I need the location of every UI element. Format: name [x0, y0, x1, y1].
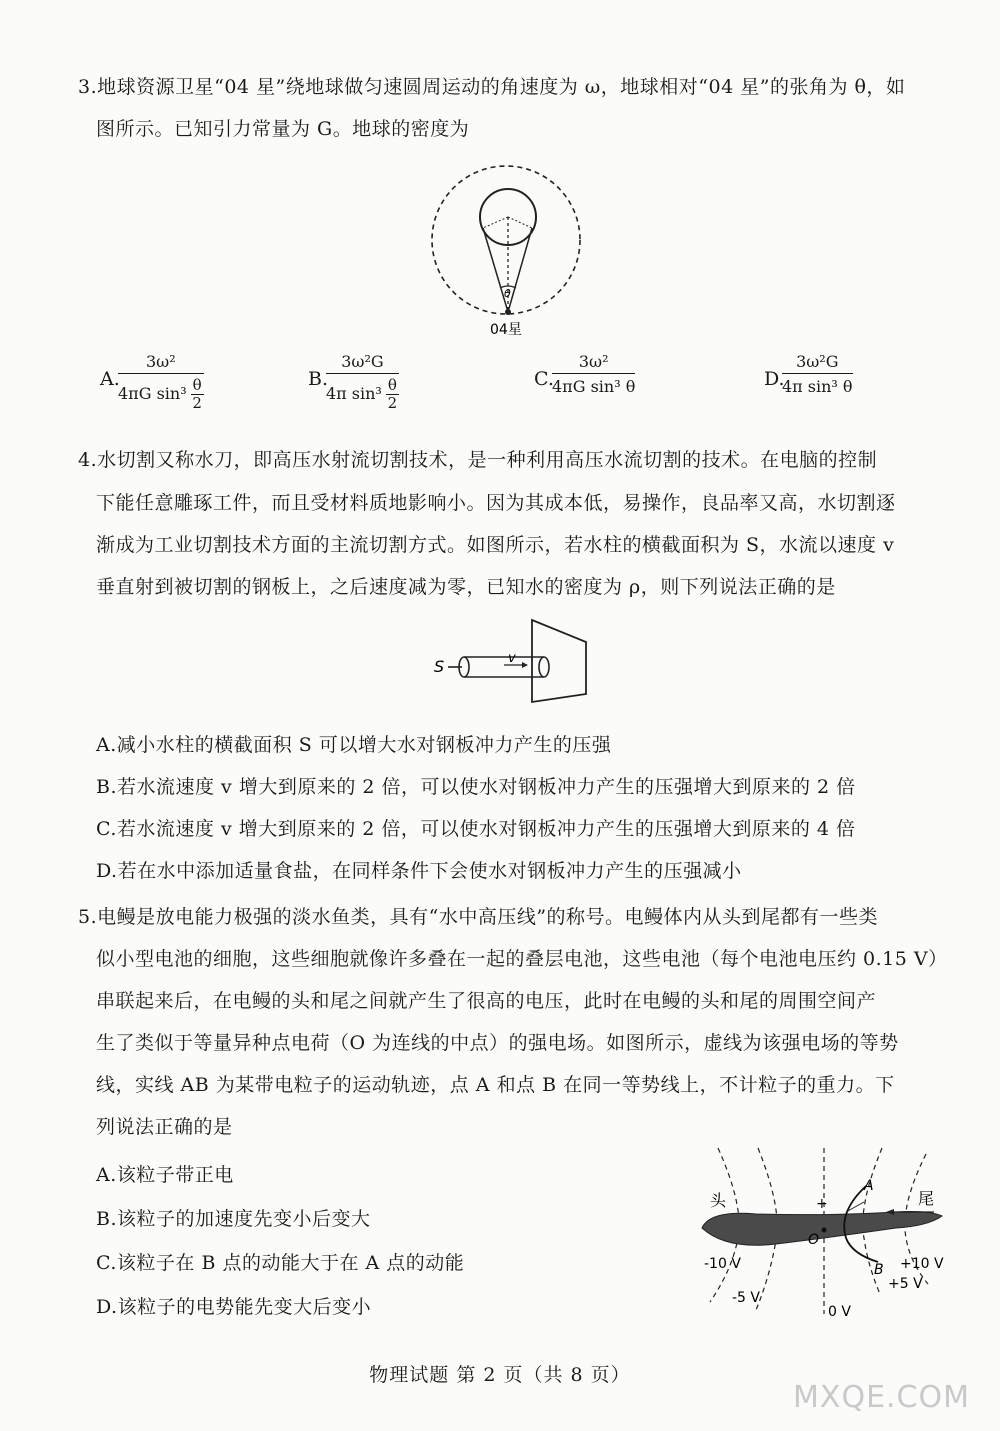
- q5-option-d[interactable]: D.该粒子的电势能先变大后变小: [96, 1296, 372, 1318]
- q5-option-c[interactable]: C.该粒子在 B 点的动能大于在 A 点的动能: [96, 1252, 465, 1274]
- q3-line-2: 图所示。已知引力常量为 G。地球的密度为: [96, 118, 470, 140]
- o-label: O: [808, 1232, 820, 1248]
- label-minus10v: -10 V: [704, 1256, 741, 1272]
- label-zero-v: 0 V: [828, 1304, 851, 1320]
- velocity-label: v: [508, 651, 516, 666]
- satellite-label: 04星: [490, 322, 522, 338]
- angle-label: θ: [504, 287, 511, 300]
- option-fraction: 3ω² 4πG sin³ $\frac{\theta}{2}$: [118, 352, 202, 412]
- q4-line-2: 下能任意雕琢工件，而且受材料质地影响小。因为其成本低，易操作，良品率又高，水切割逐: [96, 492, 896, 514]
- q4-line-4: 垂直射到被切割的钢板上，之后速度减为零，已知水的密度为 ρ，则下列说法正确的是: [96, 576, 836, 598]
- q4-option-a[interactable]: A.减小水柱的横截面积 S 可以增大水对钢板冲力产生的压强: [96, 734, 612, 756]
- q4-option-b[interactable]: B.若水流速度 v 增大到原来的 2 倍，可以使水对钢板冲力产生的压强增大到原来的 2 倍: [96, 776, 856, 798]
- label-plus10v: +10 V: [900, 1256, 944, 1272]
- q5-option-a[interactable]: A.该粒子带正电: [96, 1164, 234, 1186]
- q4-water-jet-figure: [428, 614, 608, 704]
- page-footer: 物理试题 第 2 页（共 8 页）: [369, 1364, 631, 1386]
- watermark-text: MXQE.COM: [793, 1380, 970, 1415]
- q4-option-c[interactable]: C.若水流速度 v 增大到原来的 2 倍，可以使水对钢板冲力产生的压强增大到原来的 4 倍: [96, 818, 856, 840]
- label-plus5v: +5 V: [888, 1276, 923, 1292]
- head-label: 头: [710, 1191, 727, 1210]
- satellite-dot: [505, 309, 511, 315]
- option-fraction: $\frac{\text{3ω²}}{\text{4πG sin³ θ}}$: [552, 352, 636, 396]
- q5-line-3: 串联起来后，在电鳗的头和尾之间就产生了很高的电压，此时在电鳗的头和尾的周围空间产: [96, 990, 877, 1012]
- a-label: A: [864, 1178, 874, 1194]
- eel-body: [702, 1212, 942, 1246]
- q4-line-1: 4.水切割又称水刀，即高压水射流切割技术，是一种利用高压水流切割的技术。在电脑的控制: [78, 449, 878, 471]
- option-fraction: $\frac{\text{3ω²G}}{\text{4π sin³ θ}}$: [782, 352, 853, 396]
- b-label: B: [874, 1262, 884, 1278]
- q3-orbit-figure: [420, 160, 590, 350]
- q5-eel-field-figure: [696, 1146, 946, 1326]
- q3-line-1: 3.地球资源卫星“04 星”绕地球做匀速圆周运动的角速度为 ω，地球相对“04 星”的张角为 θ，如: [78, 76, 906, 98]
- option-letter: D.: [764, 368, 785, 390]
- plus-sign: +: [816, 1196, 828, 1212]
- option-fraction: 3ω²G 4π sin³ $\frac{\theta}{2}$: [326, 352, 398, 412]
- option-letter: C.: [534, 368, 554, 390]
- tail-label: 尾: [918, 1189, 935, 1208]
- label-minus5v: -5 V: [732, 1290, 760, 1306]
- q5-line-2: 似小型电池的细胞，这些细胞就像许多叠在一起的叠层电池，这些电池（每个电池电压约 0.15 V）: [96, 948, 948, 970]
- area-label: S: [434, 657, 445, 676]
- option-letter: A.: [100, 368, 120, 390]
- midpoint-o: [822, 1228, 827, 1233]
- q5-line-1: 5.电鳗是放电能力极强的淡水鱼类，具有“水中高压线”的称号。电鳗体内从头到尾都有一些类: [78, 906, 879, 928]
- q5-line-4: 生了类似于等量异种点电荷（O 为连线的中点）的强电场。如图所示，虚线为该强电场的等势: [96, 1032, 899, 1054]
- q4-option-d[interactable]: D.若在水中添加适量食盐，在同样条件下会使水对钢板冲力产生的压强减小: [96, 860, 742, 882]
- q5-option-b[interactable]: B.该粒子的加速度先变小后变大: [96, 1208, 371, 1230]
- q4-line-3: 渐成为工业切割技术方面的主流切割方式。如图所示，若水柱的横截面积为 S，水流以速度 v: [96, 534, 895, 556]
- q5-line-5: 线，实线 AB 为某带电粒子的运动轨迹，点 A 和点 B 在同一等势线上，不计粒子的重力。下: [96, 1074, 895, 1096]
- q5-line-6: 列说法正确的是: [96, 1116, 233, 1138]
- option-letter: B.: [308, 368, 329, 390]
